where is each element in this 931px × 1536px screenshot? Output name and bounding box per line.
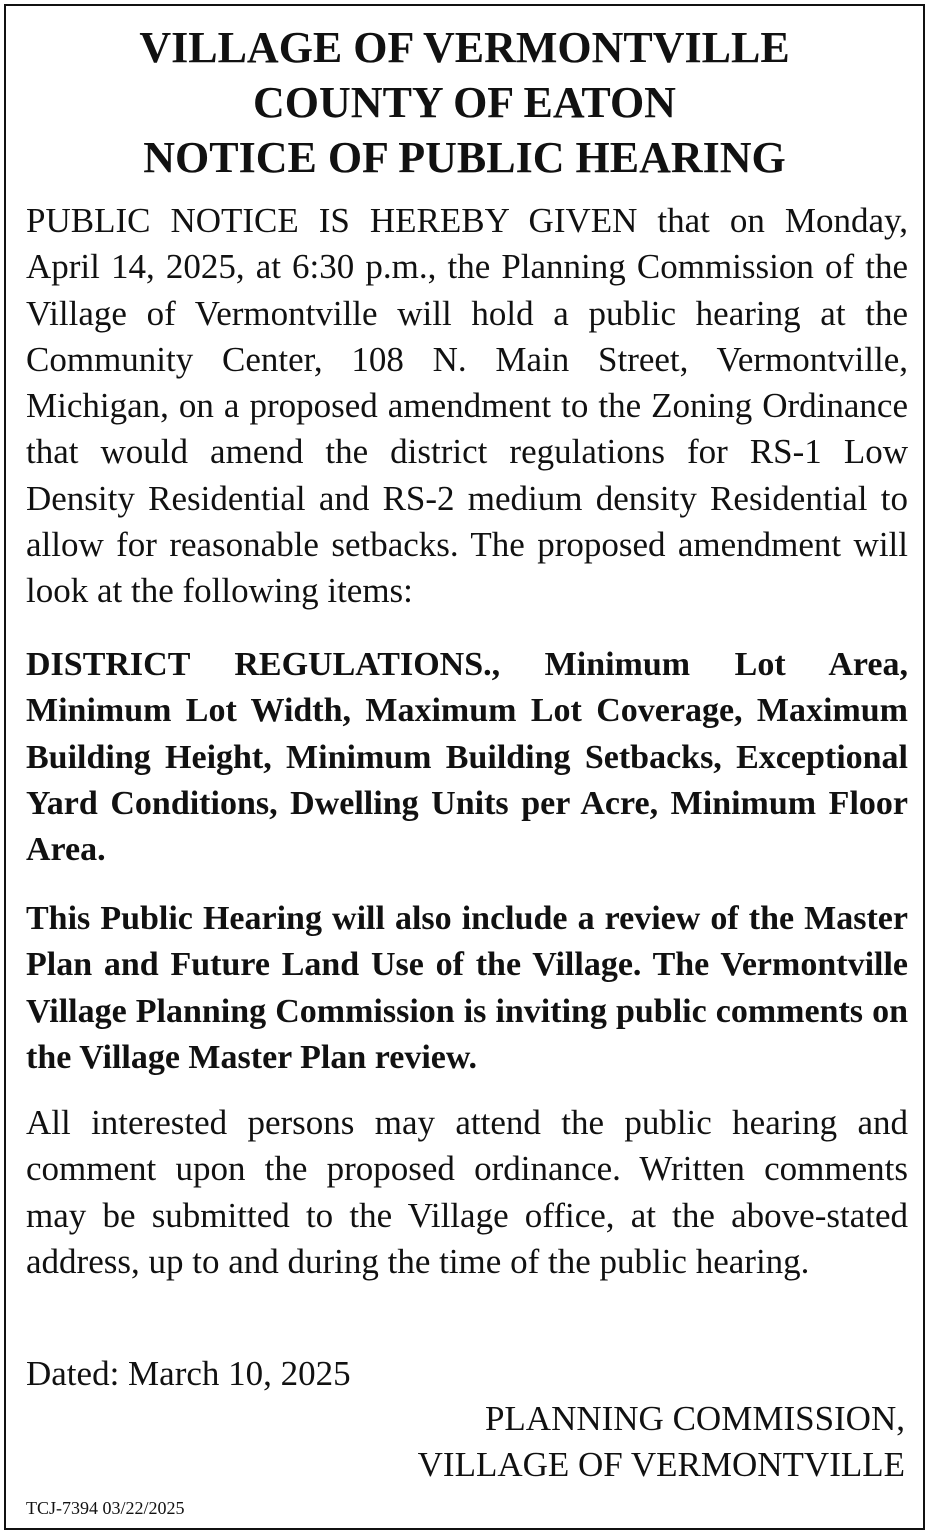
public-notice [4,4,925,1530]
paragraph-master-plan: This Public Hearing will also include a review of the Master Plan and Future Land Use of the Village. The Vermontville Village Planning Commission is inviting public comments on the Village Master Plan review. [26,900,908,1076]
notice-header [6,20,923,185]
header-county: COUNTY OF EATON [253,78,676,127]
dated-line: Dated: March 10, 2025 [26,1354,351,1393]
paragraph-interested-persons: All interested persons may attend the public hearing and comment upon the proposed ordinance. Written comments may be submitted to the Village office, at the above-stated address, up to and during the time of the public hearing. [26,1103,908,1281]
header-village: VILLAGE OF VERMONTVILLE [139,23,790,72]
signature-block [418,1396,905,1488]
header-notice-title: NOTICE OF PUBLIC HEARING [143,133,786,182]
paragraph-district-regulations: DISTRICT REGULATIONS., Minimum Lot Area, Minimum Lot Width, Maximum Lot Coverage, Maximum Building Height, Minimum Building Setbacks, Exceptional Yard Conditions, Dwelling Units per Acre, Minimum Floor Area. [26,646,908,869]
signature-village: VILLAGE OF VERMONTVILLE [417,1445,905,1484]
signature-commission: PLANNING COMMISSION, [484,1399,905,1438]
publication-reference: TCJ-7394 03/22/2025 [26,1498,185,1518]
paragraph-notice-given: PUBLIC NOTICE IS HEREBY GIVEN that on Monday, April 14, 2025, at 6:30 p.m., the Planning Commission of the Village of Vermontville will hold a public hearing at the Community Center, 108 N. Main Street, Vermontville, Michigan, on a proposed amendment to the Zoning Ordinance that would amend the district regulations for RS-1 Low Density Residential and RS-2 medium density Residential to allow for reasonable setbacks. The proposed amendment will look at the following items: [26,201,908,611]
